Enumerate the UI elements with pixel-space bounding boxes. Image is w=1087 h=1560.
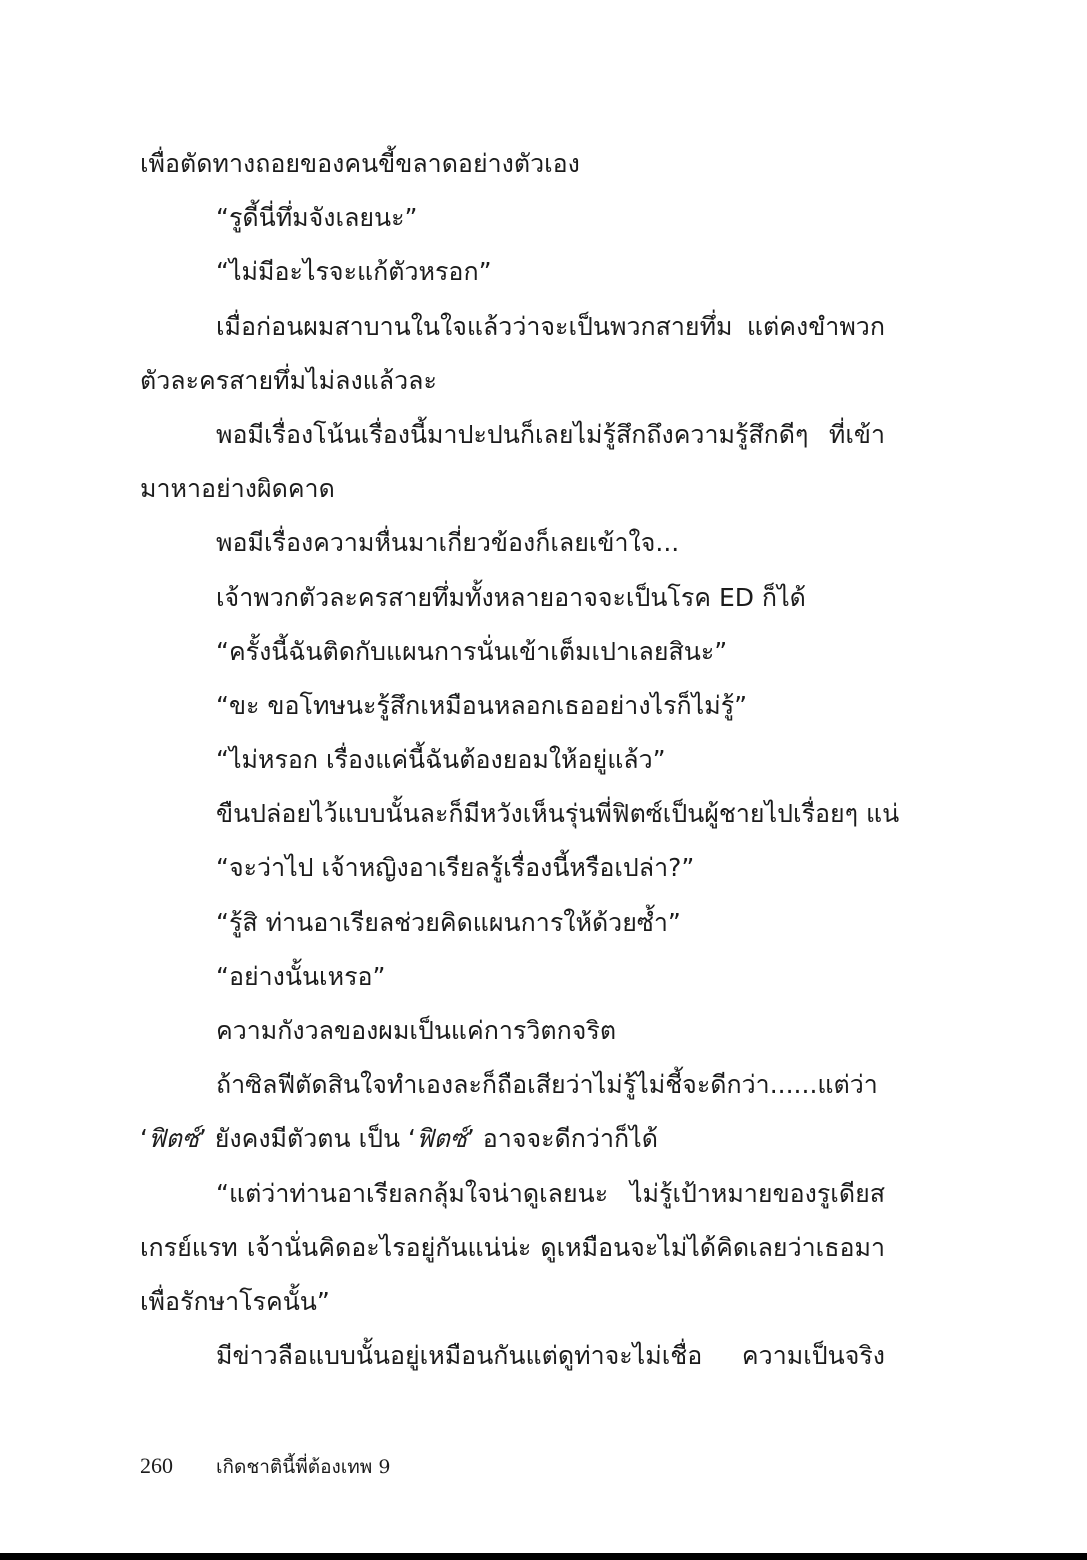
text-line: “ครั้งนี้ฉันติดกับแผนการนั่นเข้าเต็มเปาเลยสินะ” bbox=[216, 636, 728, 666]
text-line: มีข่าวลือแบบนั้นอยู่เหมือนกันแต่ดูท่าจะไม่เชื่อ ความเป็นจริง bbox=[216, 1341, 885, 1371]
text-line: ตัวละครสายทึ่มไม่ลงแล้วละ bbox=[140, 365, 437, 395]
text-line: “ขะ ขอโทษนะรู้สึกเหมือนหลอกเธออย่างไรก็ไม่รู้” bbox=[216, 690, 748, 720]
text-line-emphasis bbox=[140, 1112, 885, 1166]
text-line: “แต่ว่าท่านอาเรียลกลุ้มใจน่าดูเลยนะ ไม่รู้เป้าหมายของรูเดียส bbox=[216, 1178, 885, 1208]
text-fragment: ‘ bbox=[140, 1124, 148, 1154]
text-line: พอมีเรื่องโน้นเรื่องนี้มาปะปนก็เลยไม่รู้สึกถึงความรู้สึกดีๆ ที่เข้า bbox=[216, 419, 885, 449]
text-line: มาหาอย่างผิดคาด bbox=[140, 474, 335, 504]
text-line: เกรย์แรท เจ้านั่นคิดอะไรอยู่กันแน่น่ะ ดูเหมือนจะไม่ได้คิดเลยว่าเธอมา bbox=[140, 1232, 885, 1262]
text-line: “รู้สิ ท่านอาเรียลช่วยคิดแผนการให้ด้วยซ้ำ” bbox=[216, 907, 681, 937]
bottom-border bbox=[0, 1553, 1087, 1560]
text-fragment: ’ อาจจะดีกว่าก็ได้ bbox=[466, 1124, 658, 1154]
page-number: 260 bbox=[140, 1453, 173, 1478]
text-line: “อย่างนั้นเหรอ” bbox=[216, 961, 386, 991]
text-line: เมื่อก่อนผมสาบานในใจแล้วว่าจะเป็นพวกสายทึ่ม แต่คงขำพวก bbox=[216, 311, 885, 341]
text-line: พอมีเรื่องความหื่นมาเกี่ยวข้องก็เลยเข้าใจ... bbox=[216, 528, 680, 558]
text-line: “ไม่มีอะไรจะแก้ตัวหรอก” bbox=[216, 257, 492, 287]
text-line: เจ้าพวกตัวละครสายทึ่มทั้งหลายอาจจะเป็นโรค ED ก็ได้ bbox=[216, 582, 806, 612]
text-line: ขืนปล่อยไว้แบบนั้นละก็มีหวังเห็นรุ่นพี่ฟิตซ์เป็นผู้ชายไปเรื่อยๆ แน่ bbox=[216, 799, 900, 829]
text-line: เพื่อรักษาโรคนั้น” bbox=[140, 1286, 330, 1316]
text-line: “ไม่หรอก เรื่องแค่นี้ฉันต้องยอมให้อยู่แล้ว” bbox=[216, 745, 666, 775]
book-title: เกิดชาตินี้พี่ต้องเทพ 9 bbox=[216, 1456, 391, 1478]
text-line: ถ้าซิลฟีตัดสินใจทำเองละก็ถือเสียว่าไม่รู้ไม่ชี้จะดีกว่า......แต่ว่า bbox=[216, 1070, 878, 1100]
page-footer bbox=[140, 1448, 390, 1485]
text-line: “จะว่าไป เจ้าหญิงอาเรียลรู้เรื่องนี้หรือเปล่า?” bbox=[216, 853, 695, 883]
body-text bbox=[140, 137, 900, 1383]
text-line: ความกังวลของผมเป็นแค่การวิตกจริต bbox=[216, 1016, 617, 1045]
text-fragment: ’ ยังคงมีตัวตน เป็น ‘ bbox=[198, 1124, 416, 1154]
text-line: เพื่อตัดทางถอยของคนขี้ขลาดอย่างตัวเอง bbox=[140, 149, 580, 178]
emphasized-name: ฟิตซ์ bbox=[415, 1124, 467, 1154]
text-line: “รูดี้นี่ทึ่มจังเลยนะ” bbox=[216, 203, 418, 233]
emphasized-name: ฟิตซ์ bbox=[147, 1124, 199, 1154]
